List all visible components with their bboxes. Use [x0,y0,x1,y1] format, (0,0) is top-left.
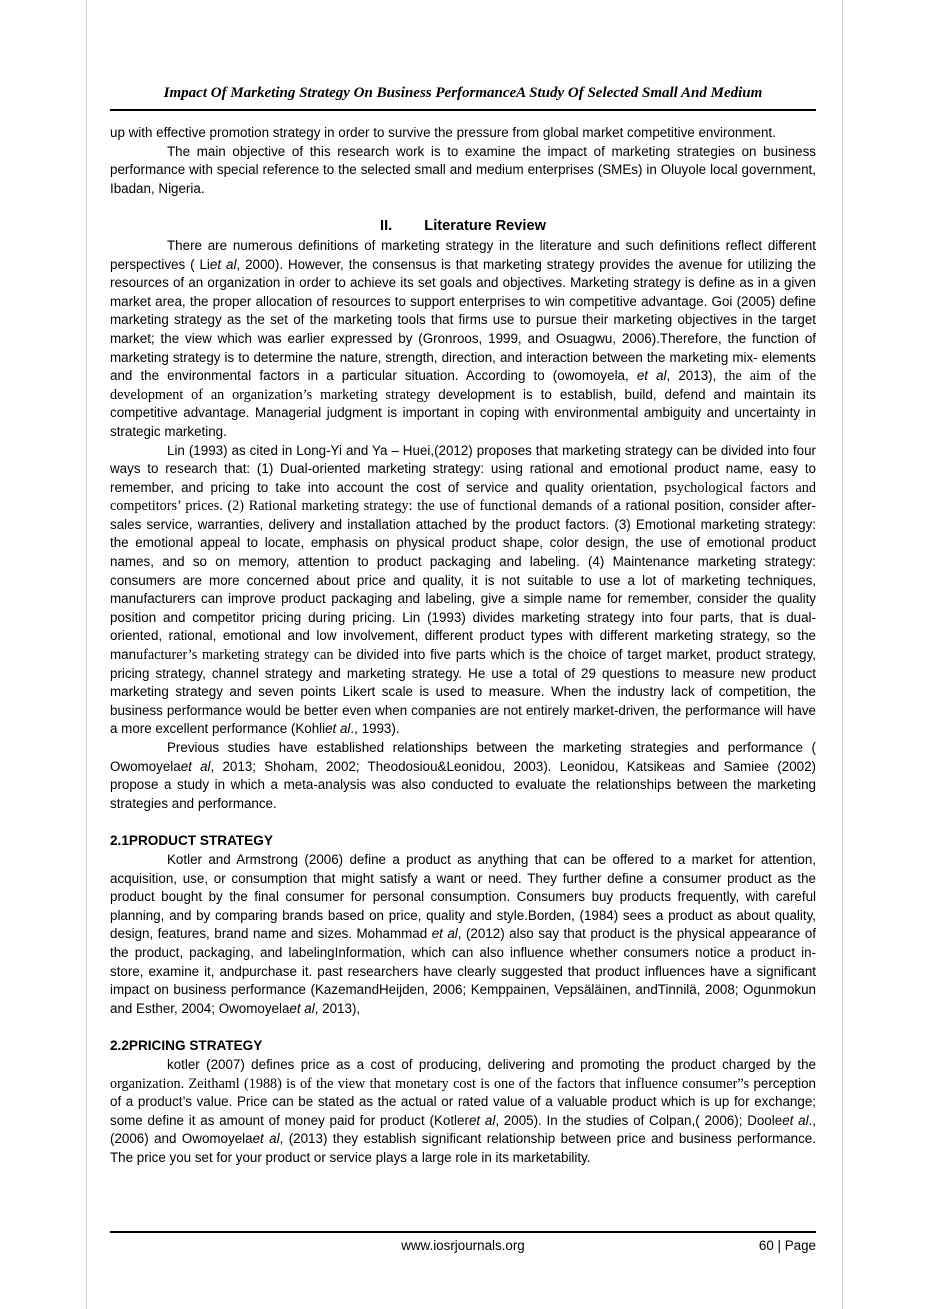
paragraph-product-strategy: Kotler and Armstrong (2006) define a product as anything that can be offered to a market for attention, acquisition, use, or consumption that might satisfy a want or need. They further define a consumer product as the product bought by the final consumer for personal consumption. Consumers buy products frequently, with careful planning, and by comparing brands based on price, quality and style.Borden, (1984) sees a product as about quality, design, features, brand name and sizes. Mohammad et al, (2012) also say that product is the physical appearance of the product, packaging, and labelingInformation, which can also influence whether consumers notice a product in-store, examine it, andpurchase it. past researchers have clearly suggested that product influences have a significant impact on business performance (KazemandHeijden, 2006; Kemppainen, Vepsäläinen, andTinnilä, 2008; Ogunmokun and Esther, 2004; Owomoyelaet al, 2013), [110,851,816,1016]
subsection-heading-pricing-strategy: 2.2PRICING STRATEGY [110,1038,263,1054]
section-title: Literature Review [424,218,546,235]
page-content [110,124,816,1167]
subsection-heading-product-strategy: 2.1PRODUCT STRATEGY [110,833,273,849]
paragraph-pricing-strategy: kotler (2007) defines price as a cost of producing, delivering and promoting the product charged by the organization. Zeithaml (1988) is of the view that monetary cost is one of the factors that influence consumer”s perception of a product’s value. Price can be stated as the actual or rated value of a valuable product which is up for exchange; some define it as amount of money paid for product (Kotleret al, 2005). In the studies of Colpan,( 2006); Dooleet al., (2006) and Owomoyelaet al, (2013) they establish significant relationship between price and business performance. The price you set for your product or service plays a large role in its marketability. [110,1056,817,1165]
paragraph-literature-3: Previous studies have established relationships between the marketing strategies and performance ( Owomoyelaet al, 2013; Shoham, 2002; Theodosiou&Leonidou, 2003). Leonidou, Katsikeas and Samiee (2002) propose a study in which a meta-analysis was also conducted to evaluate the relationships between the marketing strategies and performance. [110,740,816,811]
footer-row [110,1238,816,1258]
running-title: Impact Of Marketing Strategy On Business PerformanceA Study Of Selected Small And Medium [110,85,816,111]
paragraph-objective: The main objective of this research work is to examine the impact of marketing strategies on business performance with special reference to the selected small and medium enterprises (SMEs) in Oluyole local government, Ibadan, Nigeria. [110,143,816,196]
journal-url: www.iosrjournals.org [401,1238,525,1253]
page-footer [110,1231,816,1258]
section-heading-literature-review [110,217,816,236]
section-number: II. [380,218,393,235]
paragraph-literature-1: There are numerous definitions of marketing strategy in the literature and such definitions reflect different perspectives ( Liet al, 2000). However, the consensus is that marketing strategy provides the avenue for utilizing the resources of an organization in order to achieve its set goals and objectives. Marketing strategy is define as in a given market area, the proper allocation of resources to support enterprises to win competitive advantage. Goi (2005) define marketing strategy as the set of the marketing tools that firms use to pursue their marketing objectives in the target market; the view which was earlier expressed by (Gronroos, 1999, and Osuagwu, 2006).Therefore, the function of marketing strategy is to determine the nature, strength, direction, and interaction between the marketing mix- elements and the environmental factors in a particular situation. According to (owomoyela, et al, 2013), the aim of the development of an organization’s marketing strategy development is to establish, build, defend and maintain its competitive advantage. Managerial judgment is important in coping with environmental ambiguity and uncertainty in strategic marketing. [110,237,816,439]
paragraph-intro-continuation: up with effective promotion strategy in order to survive the pressure from global market competitive environment. [110,125,776,140]
paragraph-literature-2: Lin (1993) as cited in Long-Yi and Ya – Huei,(2012) proposes that marketing strategy can be divided into four ways to research that: (1) Dual-oriented marketing strategy: using rational and emotional product name, easy to remember, and pricing to take into account the cost of service and quality orientation, psychological factors and competitors’ prices. (2) Rational marketing strategy: the use of functional demands of a rational position, consider after-sales service, warranties, delivery and installation attached by the product factors. (3) Emotional marketing strategy: the emotional appeal to locate, emphasis on physical product shape, color design, the use of emotional product names, and so on memory, attention to product packaging and labeling. (4) Maintenance marketing strategy: consumers are more concerned about price and quality, it is not suitable to use a lot of marketing techniques, manufacturers can improve product packaging and labeling, give a simple name for remember, consider the quality position and competitor pricing during pricing. Lin (1993) divides marketing strategy into four parts, that is dual-oriented, rational, emotional and low involvement, different product types with different marketing strategy, so the manufacturer’s marketing strategy can be divided into five parts which is the choice of target market, product strategy, pricing strategy, channel strategy and marketing strategy. He use a total of 29 questions to measure new product marketing strategy and seven points Likert scale is used to measure. When the industry lack of competition, the business performance would be better even when companies are not entirely market-driven, the performance will have a more excellent performance (Kohliet al., 1993). [110,442,816,737]
page-number: 60 | Page [758,1238,816,1253]
page-border-left [86,0,87,1309]
page-header [110,85,816,111]
page-border-right [842,0,843,1309]
